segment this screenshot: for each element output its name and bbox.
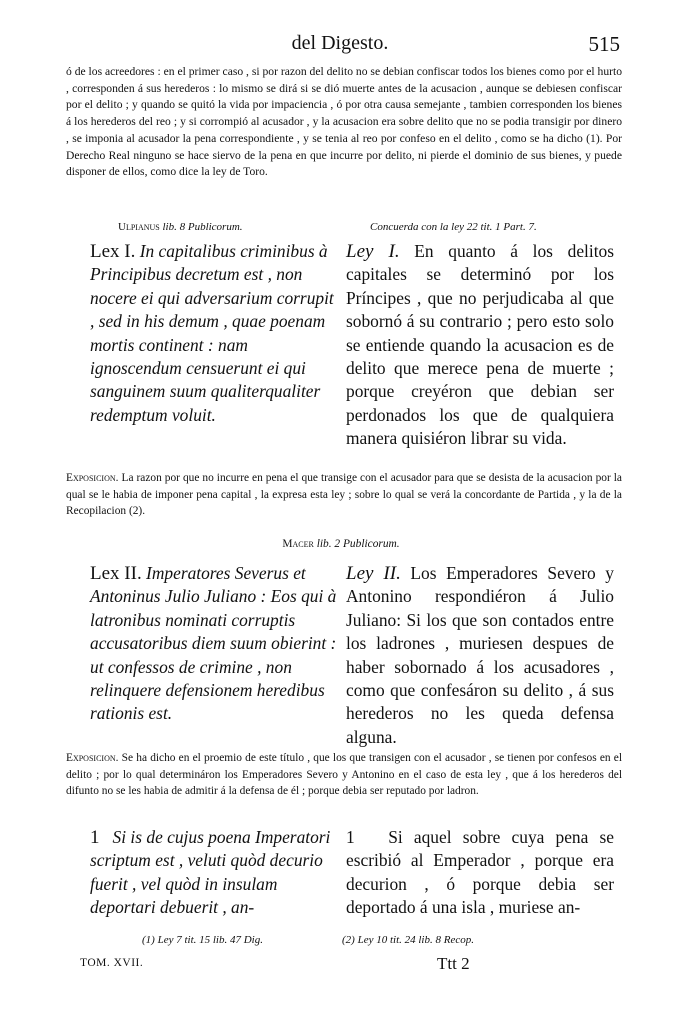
source-work: lib. 2 Publicorum. (313, 538, 400, 550)
latin-paragraph-number: 1 (90, 827, 100, 848)
source-author: Macer (282, 538, 314, 550)
exposition-2-text: Se ha dicho en el proemio de este título , que los que transigen con el acusador , se tienen por confesos en el delito ; por lo qual determináron los Emperadores Severo y Antonino en el caso de esta ley , que á los herederos del difunto no se les habia de admitir á la defensa de él ; porque debia ser reputado por ladron. (66, 752, 622, 798)
latin-paragraph-1 (90, 826, 340, 920)
exposition-2 (66, 750, 622, 800)
intro-paragraph (66, 64, 622, 181)
concordance-note: Concuerda con la ley 22 tit. 1 Part. 7. (370, 221, 537, 233)
spanish-law-2-heading: Ley II. (346, 563, 401, 584)
latin-law-1 (90, 240, 340, 427)
latin-law-1-heading: Lex I. (90, 241, 136, 262)
exposition-1-text: La razon por que no incurre en pena el que transige con el acusador para que se desista de la acusacion por la qual se le habia de imponer pena capital , la expresa esta ley ; sobre lo qual se verá la concordante de Partida , y la de la Recopilacion (2). (66, 472, 622, 518)
spanish-law-1-text: En quanto á los delitos capitales se determinó por los Príncipes , que no perjudicaba al que sobornó á su contrario ; pero esto solo se entiende quando la acusacion es de delito que merece pena de muerte ; porque creyéron que debian ser perdonados los que de qualquiera manera quisiéron librar su vida. (346, 241, 614, 449)
source-author: Ulpianus (118, 221, 160, 233)
spanish-law-2-text: Los Emperadores Severo y Antonino respondiéron á Julio Juliano: Si los que son contados entre los ladrones , muriesen despues de haber sobornado á los acusadores , como que confesáron su delito , á sus herederos no les queda defensa alguna. (346, 563, 614, 747)
spanish-paragraph-text: Si aquel sobre cuya pena se escribió al Emperador , porque era decurion , ó porque debia ser deportado á una isla , muriese an- (346, 827, 614, 918)
page-header (60, 32, 620, 58)
spanish-law-1-heading: Ley I. (346, 241, 400, 262)
exposition-1-label: Exposicion. (66, 472, 119, 484)
exposition-1 (66, 470, 622, 520)
source-macer (0, 538, 682, 550)
spanish-paragraph-1 (346, 826, 614, 920)
running-title: del Digesto. (291, 32, 389, 54)
page-number: 515 (588, 32, 620, 56)
footnote-1: (1) Ley 7 tit. 15 lib. 47 Dig. (142, 934, 263, 946)
spanish-law-2 (346, 562, 614, 749)
latin-law-1-text: In capitalibus criminibus à Principibus decretum est , non nocere ei qui adversarium corrupit , sed in his demum , quae poenam mortis continent : nam ignoscendum censuerunt ei qui sanguinem suum qualiterqualiter redemptum voluit. (90, 241, 334, 425)
exposition-2-label: Exposicion. (66, 752, 119, 764)
source-ulpianus (118, 221, 243, 233)
latin-paragraph-text: Si is de cujus poena Imperatori scriptum est , veluti quòd decurio fuerit , vel quòd in insulam deportari debuerit , an- (90, 827, 331, 918)
intro-text: ó de los acreedores : en el primer caso , si por razon del delito no se debian confiscar todos los bienes como por el hurto , corresponden á sus herederos : lo mismo se dirá si se dió muerte antes de la acusacion , aunque se debiesen confiscar por el delito ; y quando se quitó la vida por impaciencia , ó por otra causa semejante , tambien corresponden los bienes á los herederos del reo ; y si corrompió al acusador , y la acusacion era sobre delito que no se podia transigir por dinero , se imponia al acusador la pena correspondiente , y se tenia al reo por confeso en el delito , como se ha dicho (1). Por Derecho Real ninguno se hace siervo de la pena en que incurre por delito, ni pierde el dominio de sus bienes, y puede disponer de ellos, como dice la ley de Toro. (66, 65, 622, 179)
spanish-paragraph-number: 1 (346, 827, 355, 847)
footnote-2: (2) Ley 10 tit. 24 lib. 8 Recop. (342, 934, 474, 946)
spanish-law-1 (346, 240, 614, 451)
signature-mark: Ttt 2 (437, 954, 470, 973)
latin-law-2-heading: Lex II. (90, 563, 142, 584)
source-work: lib. 8 Publicorum. (159, 221, 243, 233)
latin-law-2 (90, 562, 340, 726)
volume-mark: TOM. XVII. (80, 957, 144, 969)
latin-law-2-text: Imperatores Severus et Antoninus Julio Juliano : Eos qui à latronibus nominati corruptis accusatoribus diem suum obierint : ut confessos de crimine , non relinquere defensionem heredibus rationis est. (90, 563, 337, 724)
